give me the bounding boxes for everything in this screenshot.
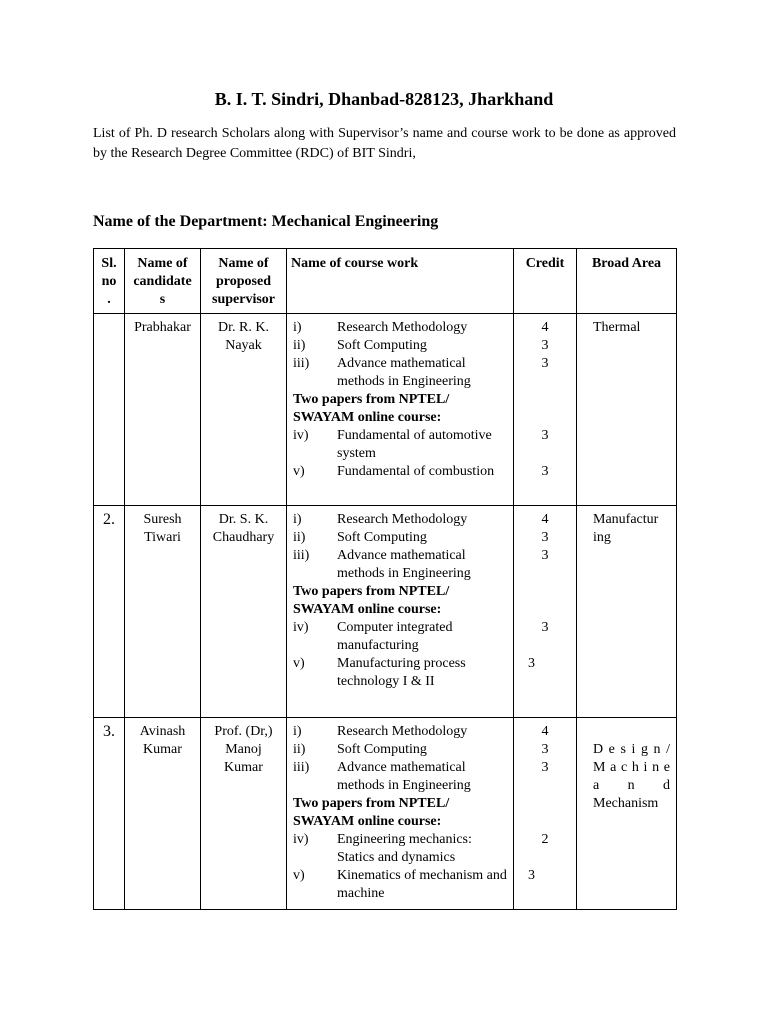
credit-value: 3	[541, 338, 549, 353]
course-item: ii) Soft Computing	[293, 530, 427, 545]
online-course-note: Two papers from NPTEL/ SWAYAM online course:	[293, 392, 450, 425]
row-credits	[514, 718, 577, 910]
course-item: iii) Advance mathematical methods in Engineering	[293, 760, 471, 793]
course-item: iii) Advance mathematical methods in Engineering	[293, 548, 471, 581]
row-course-work	[287, 314, 514, 506]
credit-value: 3	[541, 760, 549, 775]
course-item: ii) Soft Computing	[293, 742, 427, 757]
course-item: v) Fundamental of combustion	[293, 464, 495, 479]
header-sl-no: Sl. no .	[94, 249, 125, 314]
table-row	[94, 718, 677, 910]
row-broad-area: Thermal	[577, 314, 677, 506]
header-course-work: Name of course work	[287, 249, 514, 314]
row-credits	[514, 506, 577, 718]
credit-value: 3	[528, 868, 535, 883]
row-course-work	[287, 718, 514, 910]
table-row	[94, 314, 677, 506]
credit-value: 3	[541, 620, 549, 635]
course-item: iv) Fundamental of automotive system	[293, 428, 492, 461]
scholars-table	[93, 248, 677, 910]
credit-value: 3	[541, 356, 549, 371]
course-item: iv) Engineering mechanics: Statics and dynamics	[293, 832, 472, 865]
course-item: v) Kinematics of mechanism and machine	[293, 868, 507, 901]
row-sl-no: 3.	[94, 718, 125, 910]
row-supervisor: Dr. R. K. Nayak	[201, 314, 287, 506]
credit-value: 2	[541, 832, 549, 847]
row-broad-area: Manufactur ing	[577, 506, 677, 718]
department-heading: Name of the Department: Mechanical Engineering	[93, 213, 439, 230]
header-supervisor: Name of proposed supervisor	[201, 249, 287, 314]
credit-value: 4	[541, 320, 549, 335]
row-candidate: Avinash Kumar	[125, 718, 201, 910]
online-course-note: Two papers from NPTEL/ SWAYAM online course:	[293, 796, 450, 829]
credit-value: 3	[541, 428, 549, 443]
course-item: v) Manufacturing process technology I & II	[293, 656, 466, 689]
credit-value: 3	[541, 548, 549, 563]
document-title: B. I. T. Sindri, Dhanbad-828123, Jharkhand	[214, 89, 554, 109]
credit-value: 4	[541, 724, 549, 739]
online-course-note: Two papers from NPTEL/ SWAYAM online course:	[293, 584, 450, 617]
row-broad-area: D e s i g n / M a c h i n e a n d Mechanism	[577, 718, 677, 910]
row-supervisor: Prof. (Dr,) Manoj Kumar	[201, 718, 287, 910]
course-item: i) Research Methodology	[293, 320, 468, 335]
row-credits	[514, 314, 577, 506]
course-item: i) Research Methodology	[293, 724, 468, 739]
credit-value: 4	[541, 512, 549, 527]
header-broad-area: Broad Area	[577, 249, 677, 314]
credit-value: 3	[541, 530, 549, 545]
row-candidate: Prabhakar	[125, 314, 201, 506]
row-supervisor: Dr. S. K. Chaudhary	[201, 506, 287, 718]
credit-value: 3	[528, 656, 535, 671]
course-item: ii) Soft Computing	[293, 338, 427, 353]
header-candidate: Name of candidate s	[125, 249, 201, 314]
row-sl-no	[94, 314, 125, 506]
credit-value: 3	[541, 464, 549, 479]
row-course-work	[287, 506, 514, 718]
table-row	[94, 506, 677, 718]
course-item: i) Research Methodology	[293, 512, 468, 527]
row-candidate: Suresh Tiwari	[125, 506, 201, 718]
row-sl-no: 2.	[94, 506, 125, 718]
credit-value: 3	[541, 742, 549, 757]
header-credit: Credit	[514, 249, 577, 314]
intro-paragraph: List of Ph. D research Scholars along with Supervisor’s name and course work to be done as approved by the Research Degree Committee (RDC) of BIT Sindri,	[93, 126, 676, 161]
course-item: iii) Advance mathematical methods in Engineering	[293, 356, 471, 389]
course-item: iv) Computer integrated manufacturing	[293, 620, 453, 653]
